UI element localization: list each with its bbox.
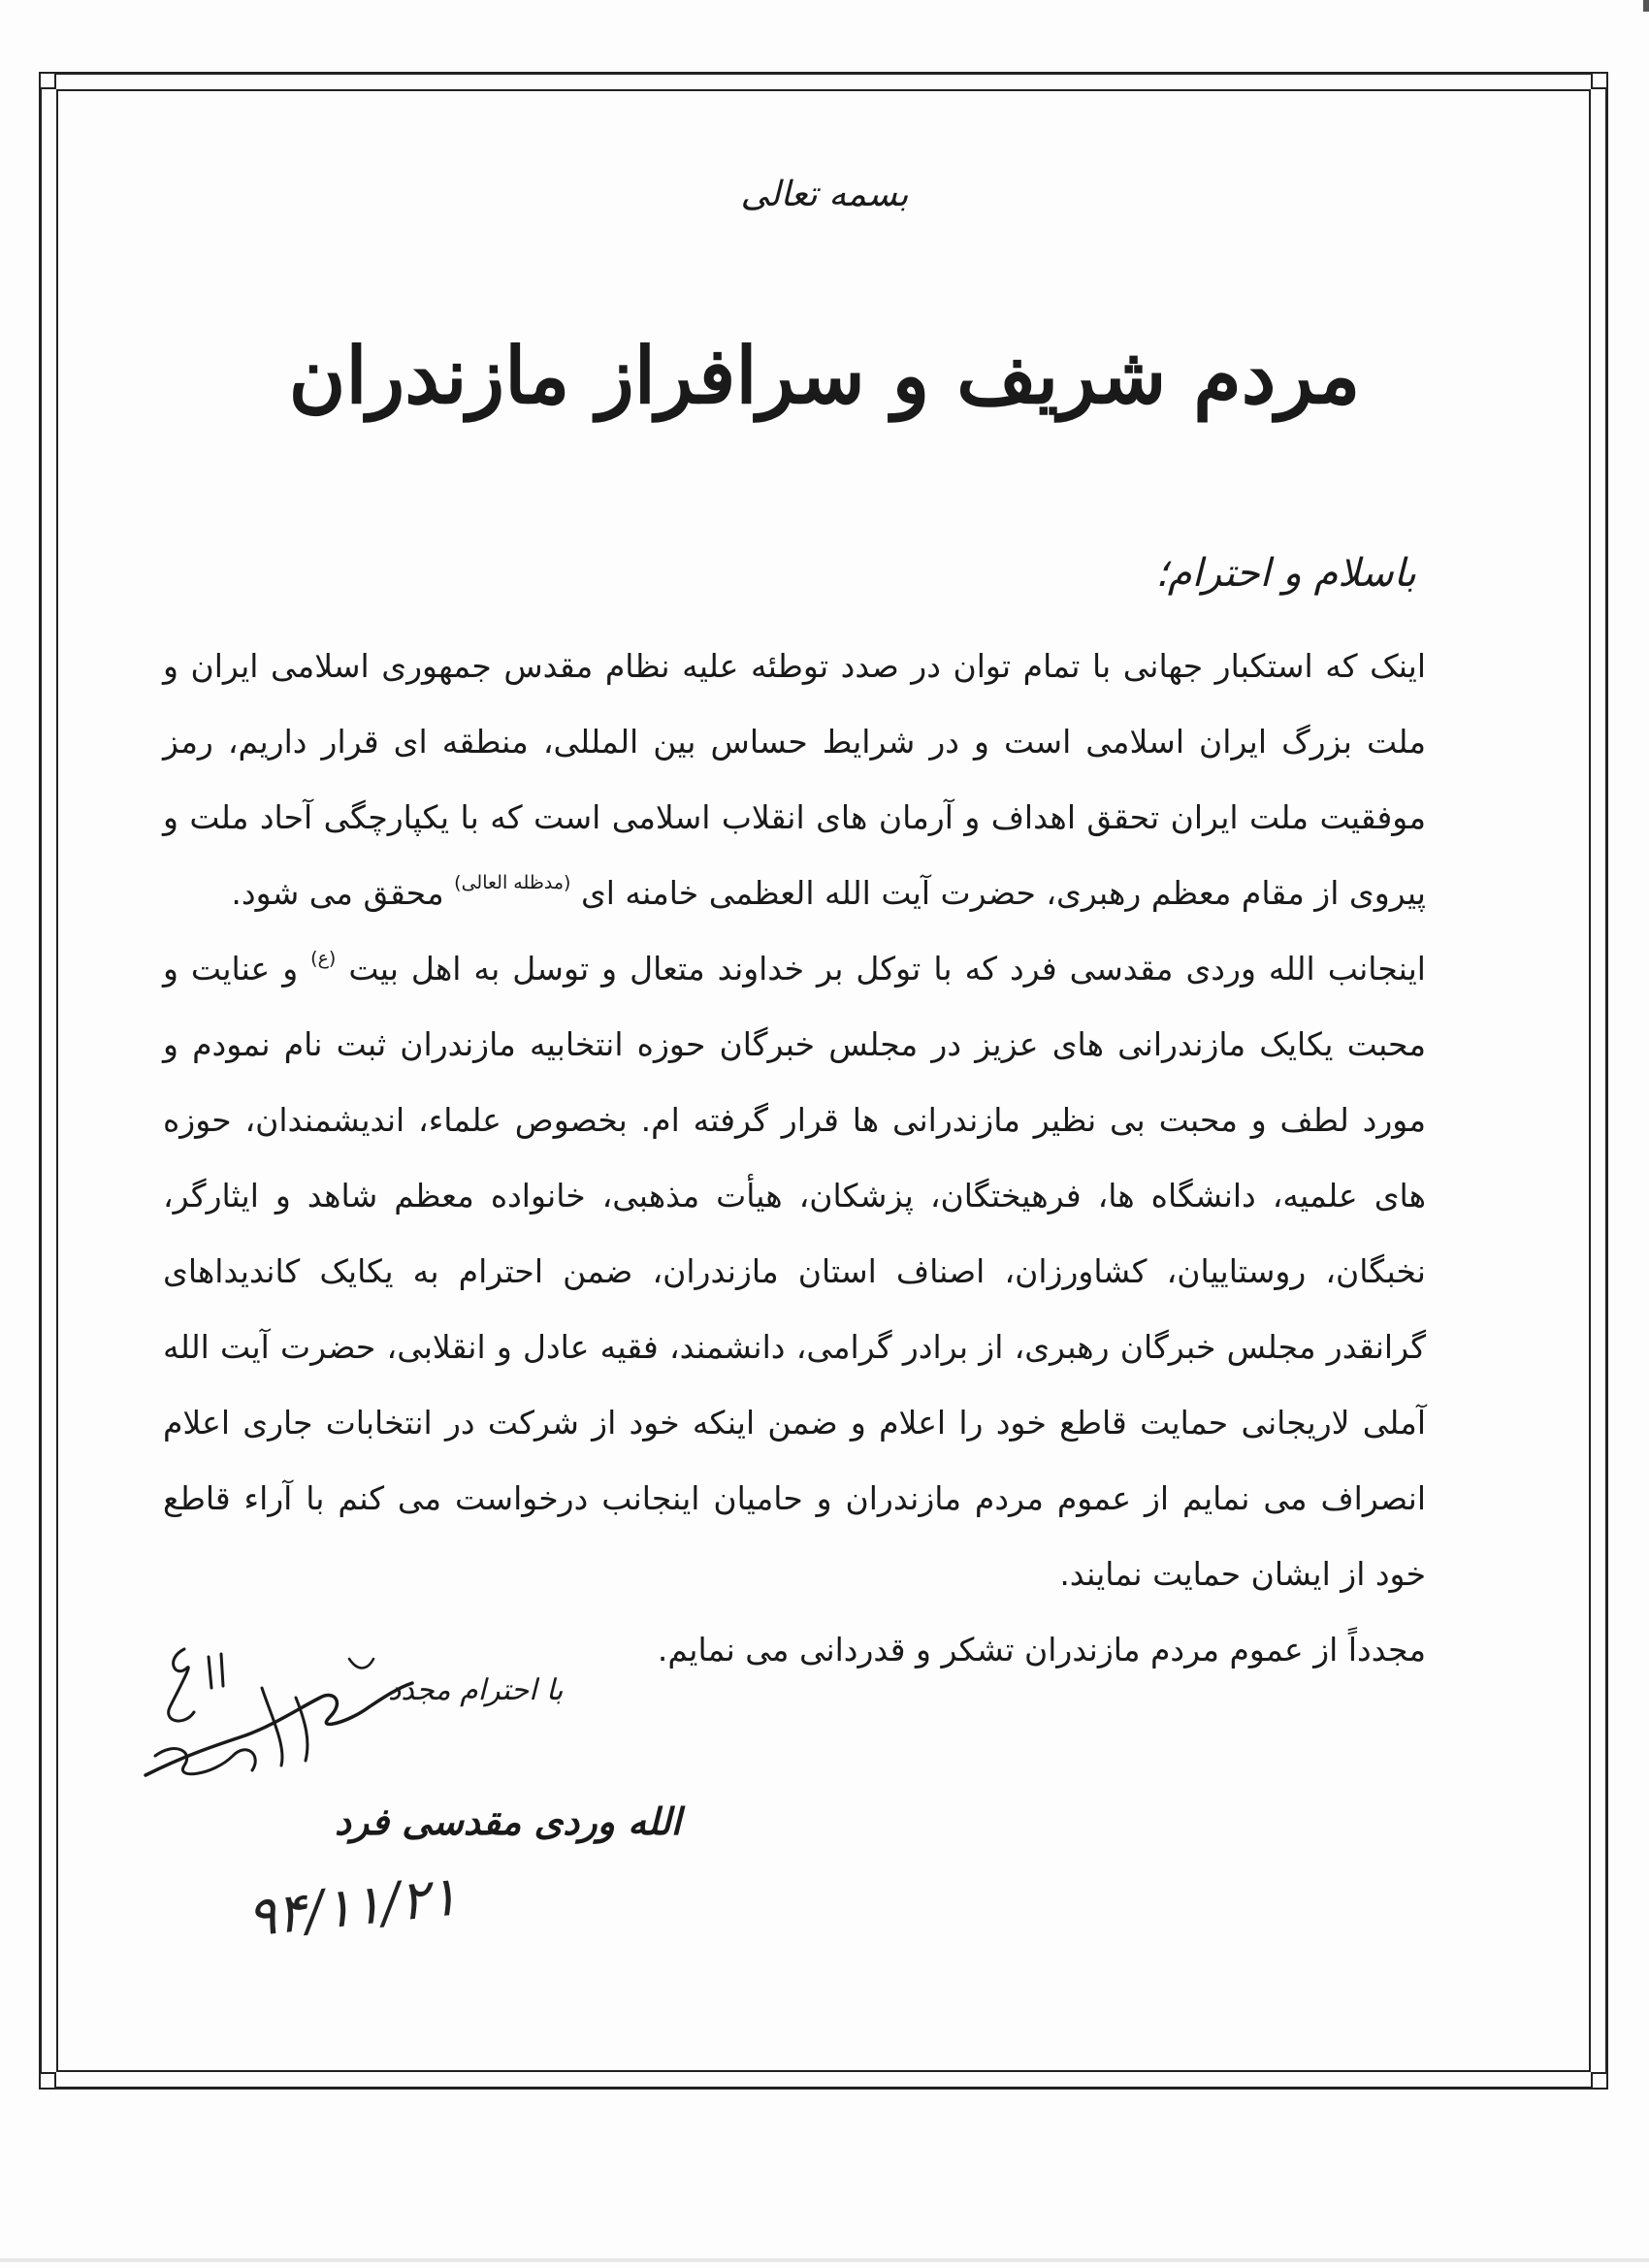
paragraph-1-text: اینک که استکبار جهانی با تمام توان در صدد توطئه علیه نظام مقدس جمهوری اسلامی ایران و ملت بزرگ ایران اسلامی است و در شرایط حساس بین المللی، منطقه ای قرار داریم، رمز موفقیت ملت ایران تحقق اهداف و آرمان های انقلاب اسلامی است که با یکپارچگی آحاد ملت و پیروی از مقام معظم رهبری، حضرت آیت الله العظمی خامنه ای [163, 647, 1426, 912]
bismillah-heading: بسمه تعالی [740, 175, 909, 214]
paragraph-2 [163, 931, 1426, 1612]
scan-bottom-edge [0, 2258, 1649, 2262]
paragraph-3-text: مجدداً از عموم مردم مازندران تشکر و قدردانی می نمایم. [657, 1631, 1426, 1669]
paragraph-1-end: محقق می شود. [231, 874, 444, 912]
honorific-superscript: (مدظله العالی) [454, 872, 571, 893]
paragraph-1 [163, 629, 1426, 931]
frame-corner-top-left [39, 72, 56, 89]
page-title: مردم شریف و سرافراز مازندران [288, 330, 1361, 421]
paragraph-2-rest: و عنایت و محبت یکایک مازندرانی های عزیز در مجلس خبرگان حوزه انتخابیه مازندران ثبت نام نمودم و مورد لطف و محبت بی نظیر مازندرانی ها قرار گرفته ام. بخصوص علماء، اندیشمندان، حوزه های علمیه، دانشگاه ها، فرهیختگان، پزشکان، هیأت مذهبی، خانواده معظم شاهد و ایثارگر، نخبگان، روستاییان، کشاورزان، اصناف استان مازندران، ضمن احترام به یکایک کاندیداهای گرانقدر مجلس خبرگان رهبری، از برادر گرامی، دانشمند، فقیه عادل و انقلابی، حضرت آیت الله آملی لاریجانی حمایت قاطع خود را اعلام و ضمن اینکه خود از شرکت در انتخابات جاری اعلام انصراف می نمایم از عموم مردم مازندران و حامیان اینجانب درخواست می کنم با آراء قاطع خود از ایشان حمایت نمایند. [163, 950, 1426, 1593]
ahl-bayt-superscript: (ع) [310, 948, 337, 969]
handwritten-signature [126, 1630, 417, 1814]
frame-corner-bottom-right [1591, 2072, 1608, 2090]
signer-name: الله وردی مقدسی فرد [335, 1799, 682, 1843]
greeting-line: باسلام و احترام؛ [1155, 551, 1416, 596]
frame-corner-top-right [1591, 72, 1608, 89]
letter-body [163, 629, 1426, 1688]
handwritten-date: ۹۴/۱۱/۲۱ [243, 1864, 462, 1950]
closing-regards: با احترام مجدد [388, 1673, 564, 1707]
frame-corner-bottom-left [39, 2072, 56, 2090]
scan-edge-mark [1643, 0, 1649, 12]
paragraph-2-start: اینجانب الله وردی مقدسی فرد که با توکل بر خداوند متعال و توسل به اهل بیت [348, 950, 1426, 988]
